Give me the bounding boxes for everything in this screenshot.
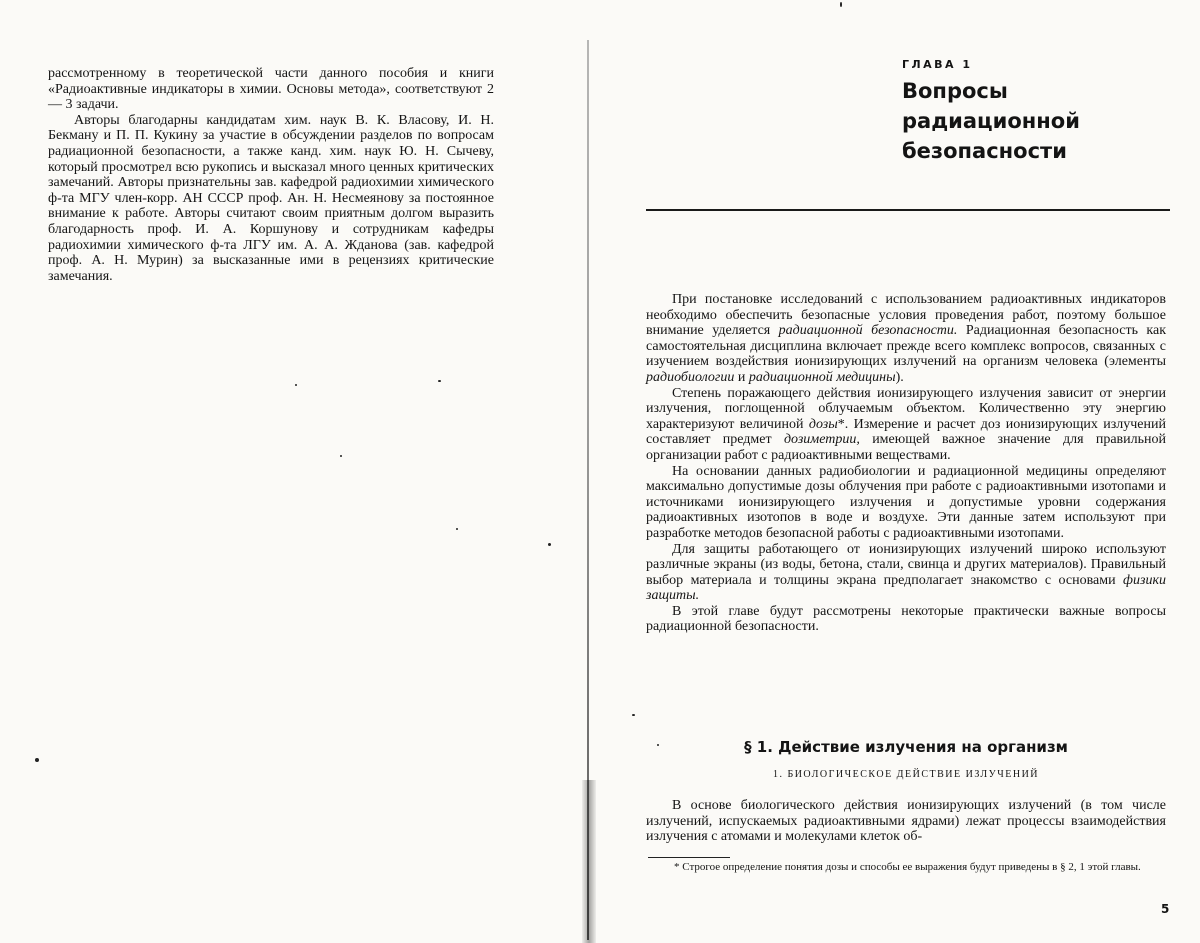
book-gutter <box>582 0 596 943</box>
chapter-intro <box>646 292 1166 635</box>
chapter-divider <box>646 209 1170 211</box>
intro-p1-text-d: ). <box>895 369 904 385</box>
footnote <box>648 861 1164 874</box>
scan-speck <box>632 714 635 716</box>
scan-speck <box>35 758 39 762</box>
scan-speck <box>548 543 551 546</box>
scan-speck <box>840 2 842 7</box>
subsection-heading: 1. БИОЛОГИЧЕСКОЕ ДЕЙСТВИЕ ИЗЛУЧЕНИЙ <box>772 769 1040 780</box>
gutter-shadow <box>582 780 596 943</box>
scan-speck <box>340 455 342 457</box>
intro-paragraph-3: На основании данных радиобиологии и радиационной медицины определяют максимально допустимые дозы облучения при работе с радиоактивными изотопами и источниками ионизирующего излучения и допустимые уровни содержания радиоактивных изотопов в воде и воздухе. Эти данные затем используют при разработке методов безопасной работы с радиоактивными изотопами. <box>646 463 1166 541</box>
intro-p1-emphasis-2: радиобиологии <box>646 369 735 385</box>
scan-speck <box>438 380 441 382</box>
intro-p1-emphasis-3: радиационной медицины <box>748 369 896 385</box>
footnote-text: * Строгое определение понятия дозы и способы ее выражения будут приведены в § 2, 1 этой главы. <box>674 861 1141 873</box>
intro-p1-text-c: и <box>734 369 749 385</box>
intro-p4-emphasis-1: физики защиты. <box>646 572 1166 604</box>
section-body <box>646 798 1166 845</box>
intro-paragraph-4 <box>646 542 1166 604</box>
scan-speck <box>295 384 297 386</box>
left-paragraph-1: рассмотренному в теоретической части данного пособия и книги «Радиоактивные индикаторы в химии. Основы метода», соответствуют 2 — 3 задачи. <box>48 66 494 113</box>
scan-speck <box>456 528 458 530</box>
intro-p1-emphasis-1: радиационной безопасности. <box>778 323 958 339</box>
chapter-title: Вопросы радиационной безопасности <box>902 79 1080 163</box>
intro-p2-emphasis-1: дозы <box>808 416 838 432</box>
intro-paragraph-5: В этой главе будут рассмотрены некоторые практически важные вопросы радиационной безопасности. <box>646 603 1166 635</box>
intro-p1-text-a: При постановке исследований с использованием радиоактивных индикаторов необходимо обеспечить безопасные условия проведения работ, поэтому большое внимание уделяется <box>646 292 1166 339</box>
intro-p2-text-c: имеющей важное значение для правильной организации работ с радиоактивными веществами. <box>646 432 1166 463</box>
intro-p2-text-b: *. Измерение и расчет доз ионизирующих излучений составляет предмет <box>646 416 1166 448</box>
left-page <box>0 0 585 943</box>
intro-paragraph-2 <box>646 386 1166 464</box>
section-heading: § 1. Действие излучения на организм <box>744 738 1068 756</box>
intro-p2-emphasis-2: дозиметрии, <box>783 432 860 448</box>
intro-p2-text-a: Степень поражающего действия ионизирующего излучения зависит от энергии излучения, поглощенной облучаемым объектом. Количественно эту энергию характеризуют величиной <box>646 385 1166 432</box>
chapter-label: ГЛАВА 1 <box>902 58 973 71</box>
intro-paragraph-1 <box>646 292 1166 386</box>
intro-p1-text-b: Радиационная безопасность как самостоятельная дисциплина включает прежде всего комплекс вопросов, связанных с изучением воздействия ионизирующих излучений на организм человека (элементы <box>646 323 1166 370</box>
right-page <box>596 0 1200 943</box>
scan-speck <box>657 744 659 746</box>
intro-p4-text-a: Для защиты работающего от ионизирующих излучений широко используют различные экраны (из воды, бетона, стали, свинца и других материалов). Правильный выбор материала и толщины экрана предполагает знакомство с основами <box>646 541 1166 588</box>
footnote-divider <box>648 857 730 858</box>
page-number: 5 <box>1161 902 1170 916</box>
left-page-text <box>48 66 494 284</box>
section-paragraph: В основе биологического действия ионизирующих излучений (в том числе излучений, испускаемых радиоактивными ядрами) лежат процессы взаимодействия излучения с атомами и молекулами клеток об- <box>646 798 1166 845</box>
left-paragraph-2: Авторы благодарны кандидатам хим. наук В. К. Власову, И. Н. Бекману и П. П. Кукину за участие в обсуждении разделов по вопросам радиационной безопасности, а также канд. хим. наук Ю. Н. Сычеву, который просмотрел всю рукопись и высказал много ценных критических замечаний. Авторы признательны зав. кафедрой радиохимии химического ф-та МГУ член-корр. АН СССР проф. Ан. Н. Несмеянову за постоянное внимание к работе. Авторы считают своим приятным долгом выразить благодарность проф. И. А. Коршунову и сотрудникам кафедры радиохимии химического ф-та ЛГУ им. А. А. Жданова (зав. кафедрой проф. А. Н. Мурин) за высказанные ими в рецензиях критические замечания. <box>48 112 494 284</box>
